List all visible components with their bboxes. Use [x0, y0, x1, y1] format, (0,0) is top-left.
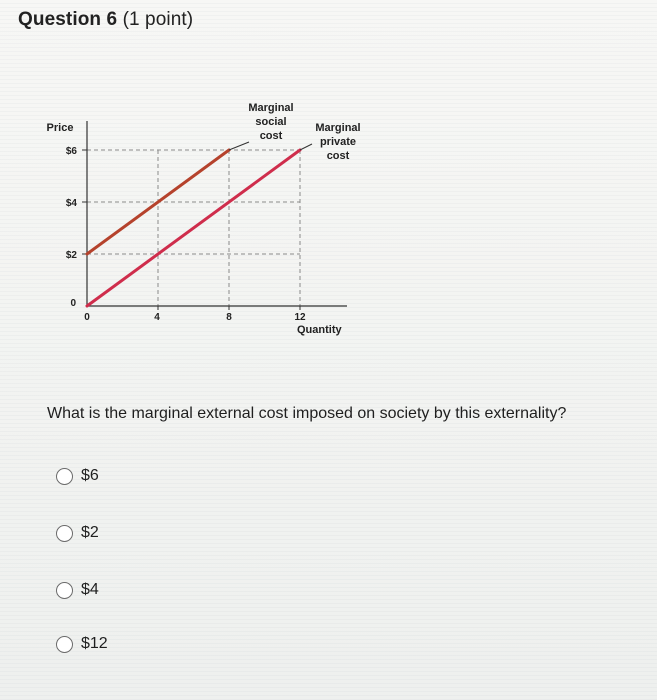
- option-label: $12: [81, 635, 108, 652]
- msc-label-line2: social: [255, 116, 287, 128]
- x-axis-label: Quantity: [297, 324, 342, 336]
- y-tick-2: $2: [65, 250, 77, 261]
- radio-button[interactable]: [56, 525, 73, 542]
- marginal-private-cost-line: [87, 150, 300, 306]
- option-2-dollars[interactable]: [56, 521, 99, 545]
- question-points: (1 point): [122, 9, 194, 30]
- option-label: $4: [81, 581, 99, 598]
- y-axis-label: Price: [46, 122, 74, 134]
- y-tick-6: $6: [65, 146, 77, 157]
- option-4-dollars[interactable]: [56, 578, 99, 602]
- x-tick-4: 4: [154, 312, 160, 323]
- question-prompt: What is the marginal external cost imposed on society by this externality?: [47, 405, 567, 422]
- msc-label-leader: [229, 142, 249, 150]
- msc-label-line1: Marginal: [248, 102, 294, 114]
- cost-curves: [87, 142, 312, 306]
- option-6-dollars[interactable]: [56, 464, 99, 488]
- y-tick-4: $4: [65, 198, 77, 209]
- mpc-label-line1: Marginal: [315, 122, 361, 134]
- x-tick-8: 8: [226, 312, 232, 323]
- msc-label-line3: cost: [259, 130, 283, 142]
- radio-button[interactable]: [56, 636, 73, 653]
- question-number: Question 6: [18, 9, 118, 30]
- mpc-label-line3: cost: [326, 150, 350, 162]
- x-tick-12: 12: [294, 312, 306, 323]
- option-label: $6: [81, 467, 99, 484]
- option-label: $2: [81, 524, 99, 541]
- y-tick-0: 0: [70, 298, 76, 309]
- radio-button[interactable]: [56, 468, 73, 485]
- mpc-label-leader: [300, 144, 312, 150]
- x-tick-0: 0: [84, 312, 90, 323]
- option-12-dollars[interactable]: [56, 632, 108, 656]
- mpc-label-line2: private: [319, 136, 357, 148]
- radio-button[interactable]: [56, 582, 73, 599]
